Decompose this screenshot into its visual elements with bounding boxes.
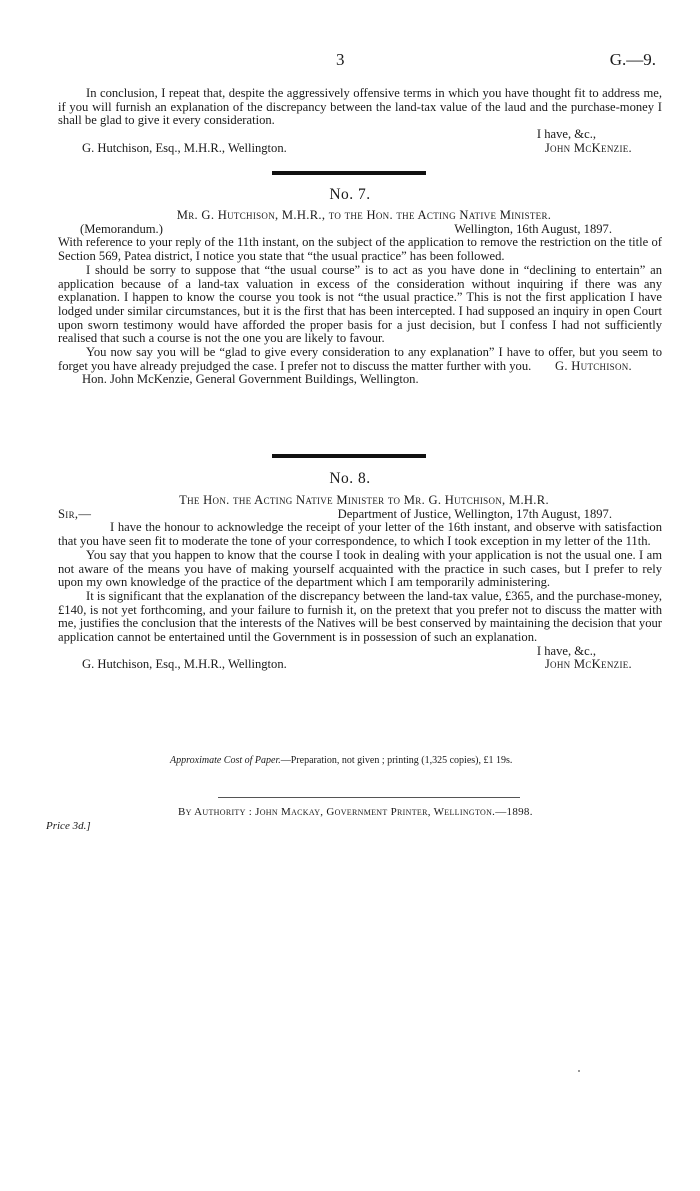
letter-no-7 [58,209,662,387]
document-number: No. 8. [329,470,371,487]
closing: I have, &c., [536,643,596,658]
place-date: Wellington, 16th August, 1897. [454,221,612,236]
signature: John McKenzie. [544,140,632,155]
paragraph: I have the honour to acknowledge the receipt of your letter of the 16th instant, and observe with satisfaction that you have seen fit to moderate the tone of your correspondence, to which I took exception in my letter of the 11th. [58,520,662,549]
signature: G. Hutchison. [554,358,632,373]
document-reference: G.—9. [609,50,656,69]
section-divider [272,454,426,458]
previous-letter-ending [58,87,662,156]
printer-authority: By Authority : John Mackay, Government Printer, Wellington.—1898. [178,806,533,818]
paragraph: In conclusion, I repeat that, despite the aggressively offensive terms in which you have thought fit to address me, if you will furnish an explanation of the discrepancy between the land-tax value of the laud and the purchase-money I shall be glad to give it every consideration. [58,86,662,128]
addressee: Hon. John McKenzie, General Government Buildings, Wellington. [82,372,419,387]
cost-text: —Preparation, not given ; printing (1,325 copies), £1 19s. [280,755,513,766]
footer-rule [218,797,520,798]
price-label: Price 3d.] [46,820,91,832]
salutation: Sir,— [58,506,92,521]
memorandum-label: (Memorandum.) [80,221,163,236]
paragraph: With reference to your reply of the 11th instant, on the subject of the application to remove the restriction on the title of Section 569, Patea district, I notice you state that “the usual practice” has been followed. [58,235,662,264]
letter-heading: The Hon. the Acting Native Minister to Mr. G. Hutchison, M.H.R. [179,493,549,507]
document-number: No. 7. [329,186,371,203]
page-number: 3 [336,50,345,69]
addressee: G. Hutchison, Esq., M.H.R., Wellington. [82,140,287,155]
place-date: Department of Justice, Wellington, 17th August, 1897. [337,506,612,521]
closing: I have, &c., [536,127,596,142]
signature: John McKenzie. [544,657,632,672]
section-divider [272,171,426,175]
cost-label: Approximate Cost of Paper. [170,755,281,766]
addressee: G. Hutchison, Esq., M.H.R., Wellington. [82,657,287,672]
letter-no-8 [58,494,662,672]
cost-note [170,755,512,766]
letter-heading: Mr. G. Hutchison, M.H.R., to the Hon. the Acting Native Minister. [176,208,552,222]
page-speck [578,1070,580,1072]
paragraph: You now say you will be “glad to give every consideration to any explanation” I have to offer, but you seem to forget you have already prejudged the case. I prefer not to discuss the matter further with you. [58,345,662,373]
paragraph: You say that you happen to know that the course I took in dealing with your application is not the usual one. I am not aware of the means you have of making yourself acquainted with the practice in such cases, but I prefer to rely upon my own knowledge of the practice of the department which I am temporarily administering. [58,547,662,590]
paragraph: I should be sorry to suppose that “the usual course” is to act as you have done in “declining to entertain” an application because of a land-tax valuation in excess of the consideration without inquiring if there was any explanation. I happen to know the course you took is not “the usual practice.” This is not the first application I have lodged under similar circumstances, but it is the first that has been intercepted. I had supposed an inquiry in open Court upon sworn testimony would have afforded the proper basis for a just decision, but I confess I had not sufficiently realised that such a course is not the one you are likely to favour. [58,262,662,346]
paragraph: It is significant that the explanation of the discrepancy between the land-tax value, £365, and the purchase-money, £140, is not yet forthcoming, and your failure to furnish it, on the pretext that you prefer not to discuss the matter with me, justifies the conclusion that the interests of the Natives will be best conserved by maintaining the decision that your application cannot be entertained until the Government is in possession of such an explanation. [58,588,662,645]
